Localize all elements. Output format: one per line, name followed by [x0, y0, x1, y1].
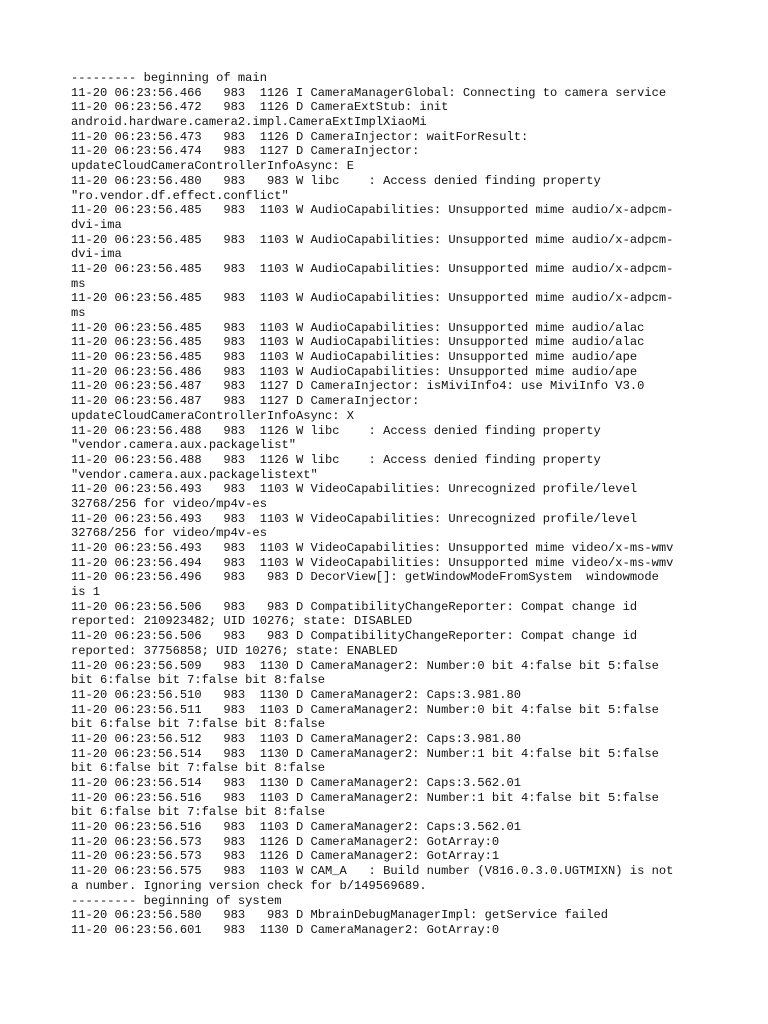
log-line: updateCloudCameraControllerInfoAsync: X [71, 408, 355, 423]
log-line: 11-20 06:23:56.485 983 1103 W AudioCapabilities: Unsupported mime audio/ape [71, 350, 638, 365]
log-line: 11-20 06:23:56.493 983 1103 W VideoCapabilities: Unrecognized profile/level [71, 511, 638, 526]
log-line: 11-20 06:23:56.487 983 1127 D CameraInjector: [71, 394, 420, 409]
log-line: 11-20 06:23:56.485 983 1103 W AudioCapabilities: Unsupported mime audio/x-adpcm- [71, 291, 674, 306]
log-line: 11-20 06:23:56.575 983 1103 W CAM_A : Build number (V816.0.3.0.UGTMIXN) is not [71, 864, 674, 879]
log-line: 11-20 06:23:56.486 983 1103 W AudioCapabilities: Unsupported mime audio/ape [71, 364, 638, 379]
log-line: 11-20 06:23:56.485 983 1103 W AudioCapabilities: Unsupported mime audio/x-adpcm- [71, 261, 674, 276]
log-line: ms [71, 276, 86, 291]
log-line: 11-20 06:23:56.473 983 1126 D CameraInjector: waitForResult: [71, 129, 529, 144]
log-line: 11-20 06:23:56.510 983 1130 D CameraManager2: Caps:3.981.80 [71, 687, 521, 702]
log-line: bit 6:false bit 7:false bit 8:false [71, 717, 326, 732]
log-line: 11-20 06:23:56.485 983 1103 W AudioCapabilities: Unsupported mime audio/alac [71, 335, 645, 350]
log-line: 11-20 06:23:56.512 983 1103 D CameraManager2: Caps:3.981.80 [71, 731, 521, 746]
log-line: 11-20 06:23:56.516 983 1103 D CameraManager2: Number:1 bit 4:false bit 5:false [71, 790, 659, 805]
log-line: 11-20 06:23:56.580 983 983 D MbrainDebugManagerImpl: getService failed [71, 908, 609, 923]
log-line: 11-20 06:23:56.493 983 1103 W VideoCapabilities: Unrecognized profile/level [71, 482, 638, 497]
log-line: 11-20 06:23:56.488 983 1126 W libc : Access denied finding property [71, 423, 601, 438]
log-line: 11-20 06:23:56.514 983 1130 D CameraManager2: Caps:3.562.01 [71, 776, 521, 790]
log-line: 11-20 06:23:56.506 983 983 D CompatibilityChangeReporter: Compat change id [71, 599, 638, 614]
log-line: reported: 210923482; UID 10276; state: DISABLED [71, 614, 413, 629]
log-line: 11-20 06:23:56.514 983 1130 D CameraManager2: Number:1 bit 4:false bit 5:false [71, 746, 659, 761]
log-line: 32768/256 for video/mp4v-es [71, 496, 267, 511]
log-line: 11-20 06:23:56.493 983 1103 W VideoCapabilities: Unsupported mime video/x-ms-wmv [71, 541, 674, 555]
log-line: updateCloudCameraControllerInfoAsync: E [71, 159, 355, 174]
log-section-header: --------- beginning of system [71, 893, 282, 908]
log-section-header: --------- beginning of main [71, 71, 267, 85]
log-line: 11-20 06:23:56.573 983 1126 D CameraManager2: GotArray:0 [71, 834, 500, 849]
log-line: 11-20 06:23:56.511 983 1103 D CameraManager2: Number:0 bit 4:false bit 5:false [71, 702, 659, 717]
log-line: ms [71, 306, 86, 320]
log-line: 11-20 06:23:56.494 983 1103 W VideoCapabilities: Unsupported mime video/x-ms-wmv [71, 555, 674, 570]
log-line: 11-20 06:23:56.485 983 1103 W AudioCapabilities: Unsupported mime audio/x-adpcm- [71, 203, 674, 218]
log-line: "ro.vendor.df.effect.conflict" [71, 188, 289, 203]
log-line: 11-20 06:23:56.487 983 1127 D CameraInjector: isMiviInfo4: use MiviInfo V3.0 [71, 379, 645, 394]
log-line: 11-20 06:23:56.601 983 1130 D CameraManager2: GotArray:0 [71, 922, 500, 937]
log-line: android.hardware.camera2.impl.CameraExtImplXiaoMi [71, 115, 427, 130]
log-line: 11-20 06:23:56.506 983 983 D CompatibilityChangeReporter: Compat change id [71, 629, 638, 644]
log-line: 11-20 06:23:56.480 983 983 W libc : Access denied finding property [71, 173, 601, 188]
log-line: a number. Ignoring version check for b/149569689. [71, 878, 427, 893]
log-line: 11-20 06:23:56.496 983 983 D DecorView[]: getWindowModeFromSystem windowmode [71, 570, 659, 585]
log-line: "vendor.camera.aux.packagelist" [71, 438, 296, 453]
log-line: dvi-ima [71, 217, 122, 232]
log-line: bit 6:false bit 7:false bit 8:false [71, 761, 326, 776]
log-line: 11-20 06:23:56.485 983 1103 W AudioCapabilities: Unsupported mime audio/x-adpcm- [71, 232, 674, 247]
log-line: reported: 37756858; UID 10276; state: ENABLED [71, 643, 398, 658]
log-line: 11-20 06:23:56.485 983 1103 W AudioCapabilities: Unsupported mime audio/alac [71, 320, 645, 335]
log-line: "vendor.camera.aux.packagelistext" [71, 467, 318, 482]
log-line: 11-20 06:23:56.516 983 1103 D CameraManager2: Caps:3.562.01 [71, 820, 521, 835]
log-line: 11-20 06:23:56.573 983 1126 D CameraManager2: GotArray:1 [71, 849, 500, 864]
log-document [71, 71, 711, 938]
log-line: 11-20 06:23:56.488 983 1126 W libc : Access denied finding property [71, 452, 601, 467]
log-line: dvi-ima [71, 247, 122, 262]
log-line: 11-20 06:23:56.509 983 1130 D CameraManager2: Number:0 bit 4:false bit 5:false [71, 658, 659, 673]
log-line: bit 6:false bit 7:false bit 8:false [71, 673, 326, 688]
log-line: bit 6:false bit 7:false bit 8:false [71, 805, 326, 820]
log-line: 32768/256 for video/mp4v-es [71, 526, 267, 541]
log-line: 11-20 06:23:56.474 983 1127 D CameraInjector: [71, 144, 420, 159]
log-line: 11-20 06:23:56.472 983 1126 D CameraExtStub: init [71, 100, 449, 115]
log-line: 11-20 06:23:56.466 983 1126 I CameraManagerGlobal: Connecting to camera service [71, 85, 667, 100]
log-line: is 1 [71, 585, 101, 600]
